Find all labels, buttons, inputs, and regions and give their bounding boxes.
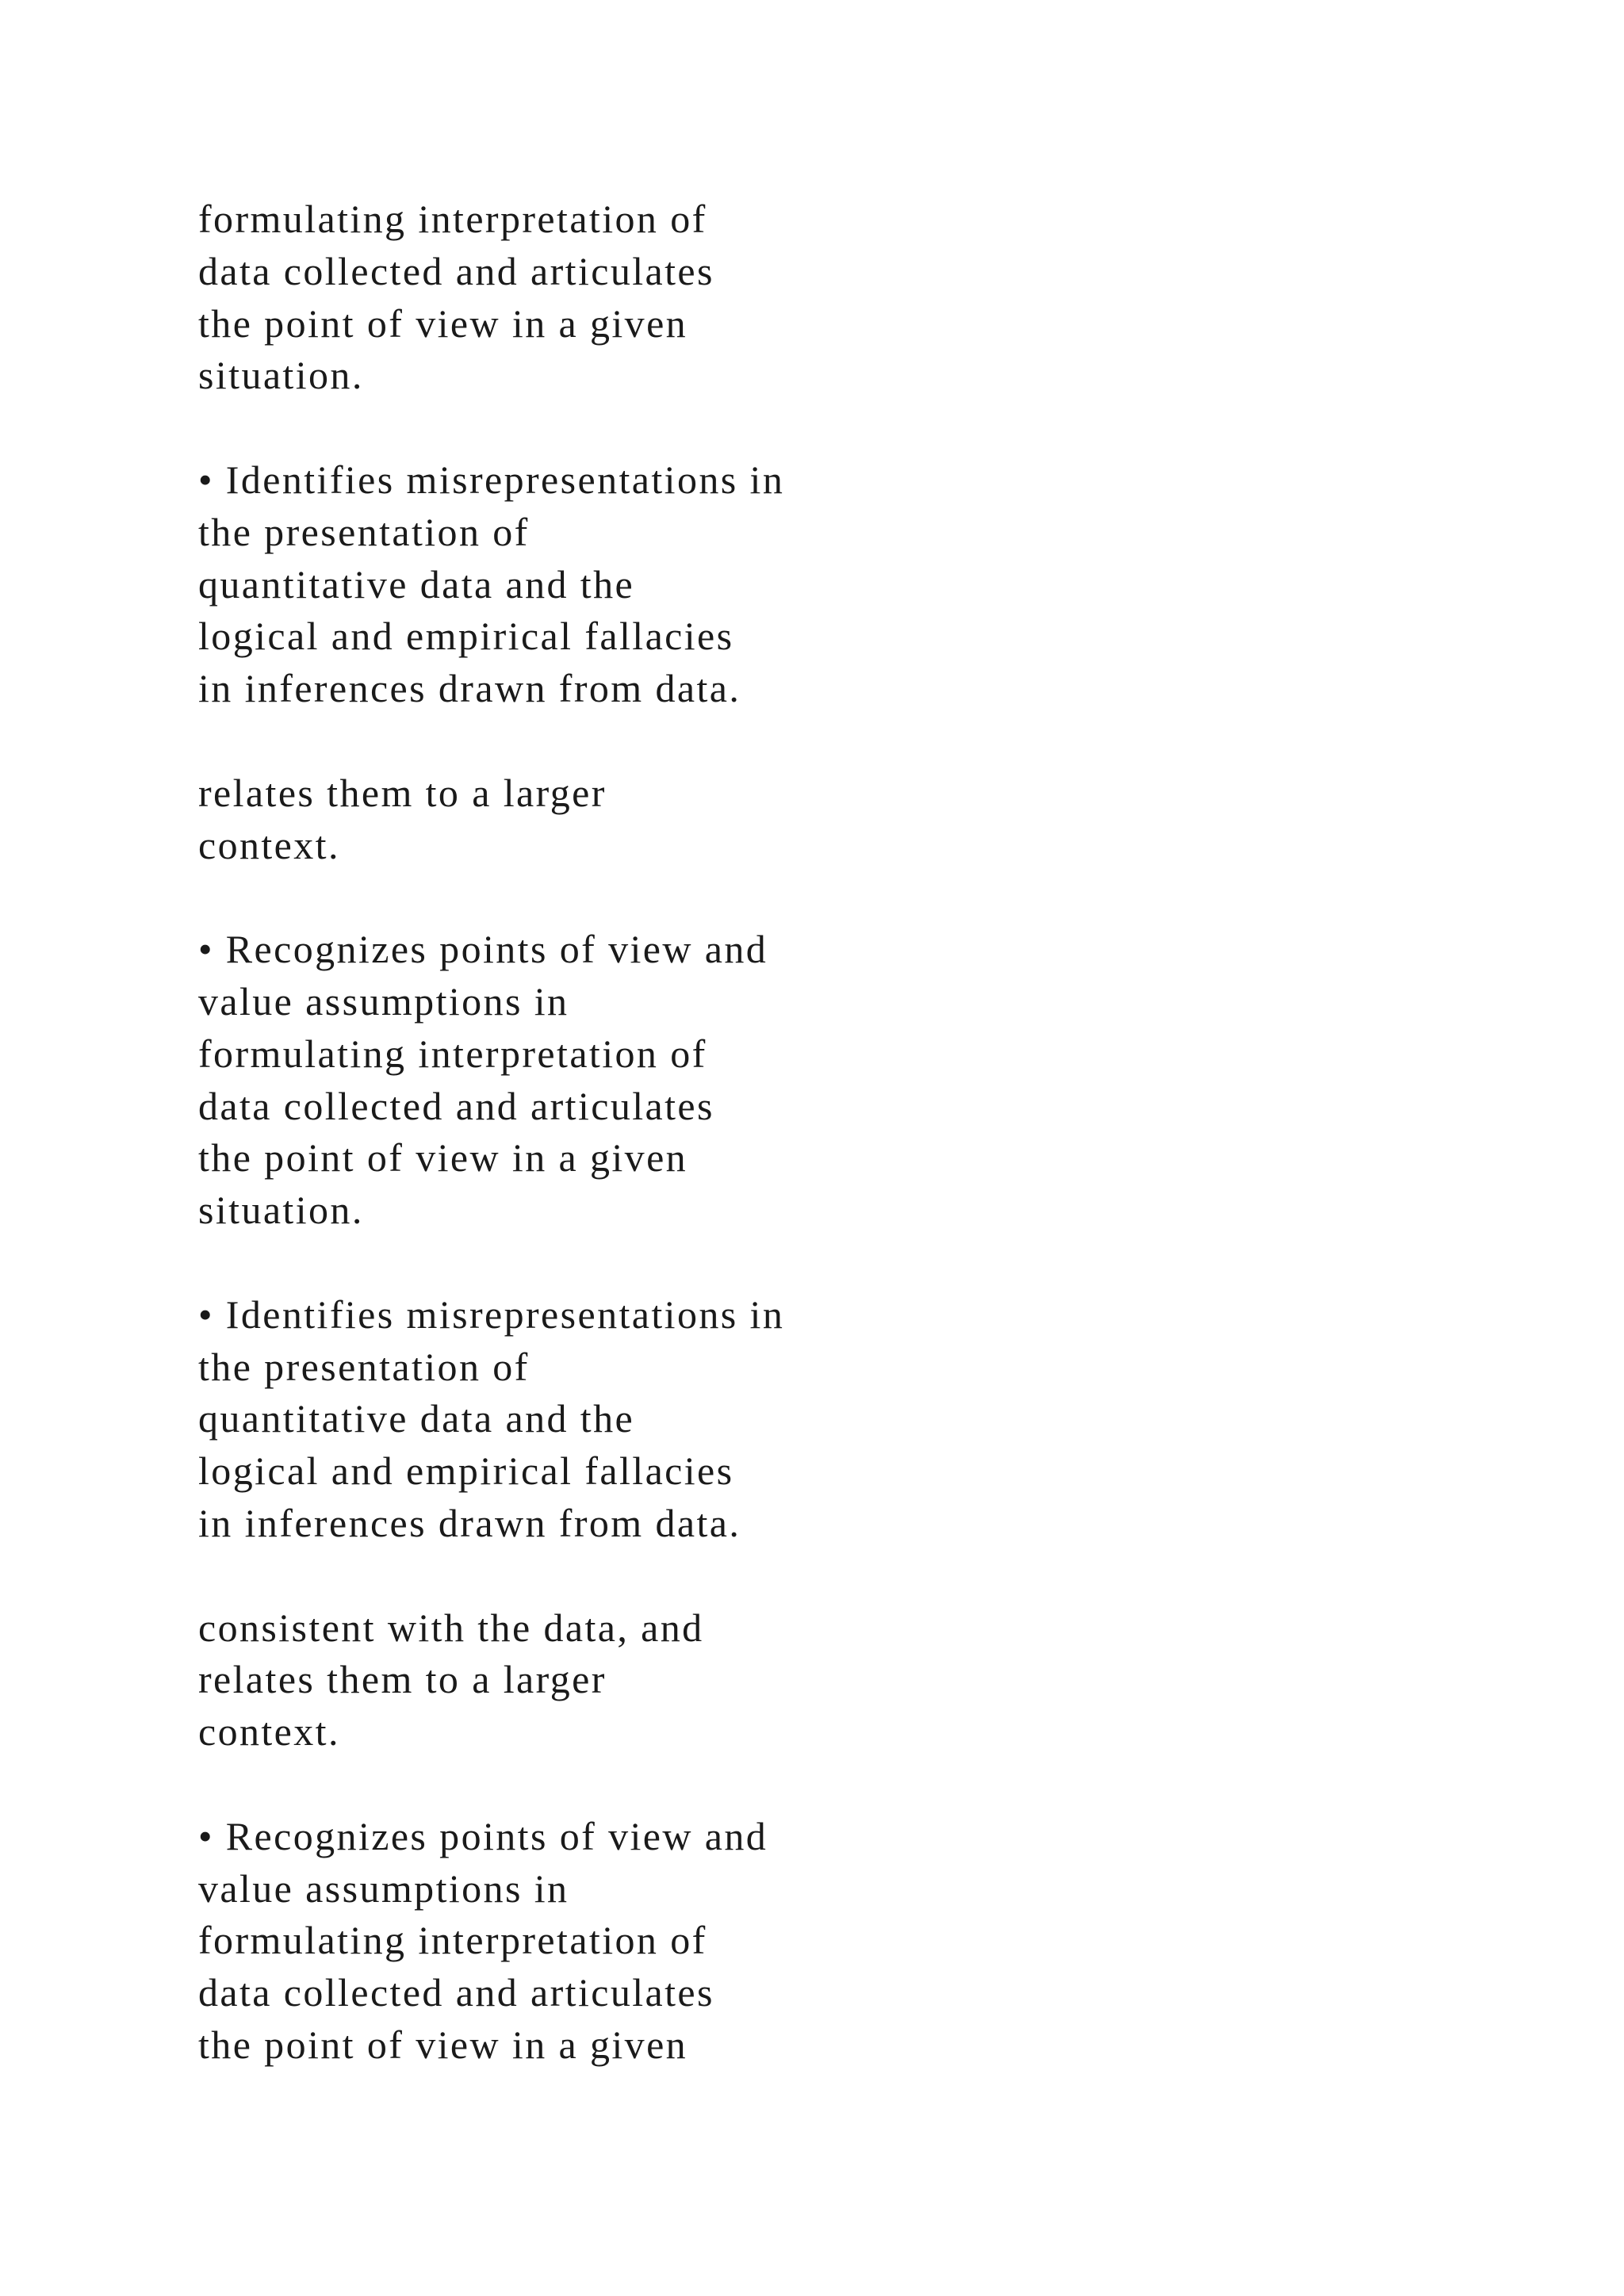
text-line: the presentation of	[198, 509, 530, 554]
text-line: relates them to a larger	[198, 770, 607, 815]
bullet-paragraph	[198, 1811, 1229, 2072]
text-line: quantitative data and the	[198, 561, 635, 607]
text-line: context.	[198, 1709, 340, 1755]
text-line: formulating interpretation of	[198, 1031, 707, 1076]
text-line: • Identifies misrepresentations in	[198, 457, 785, 502]
text-line: consistent with the data, and	[198, 1605, 704, 1650]
text-line: the point of view in a given	[198, 2022, 688, 2067]
text-line: formulating interpretation of	[198, 1918, 707, 1963]
text-line: the point of view in a given	[198, 1135, 688, 1181]
bullet-paragraph	[198, 1289, 1229, 1550]
text-line: formulating interpretation of	[198, 197, 707, 241]
bullet-paragraph	[198, 924, 1229, 1237]
text-line: context.	[198, 822, 340, 867]
text-line: logical and empirical fallacies	[198, 614, 734, 659]
paragraph	[198, 193, 1229, 402]
text-line: value assumptions in	[198, 1866, 569, 1911]
text-line: situation.	[198, 353, 364, 398]
text-line: • Recognizes points of view and	[198, 927, 768, 972]
text-line: • Identifies misrepresentations in	[198, 1292, 785, 1337]
text-line: logical and empirical fallacies	[198, 1448, 734, 1494]
text-line: data collected and articulates	[198, 248, 714, 293]
text-line: relates them to a larger	[198, 1657, 607, 1702]
paragraph	[198, 1602, 1229, 1758]
text-line: value assumptions in	[198, 978, 569, 1024]
text-line: quantitative data and the	[198, 1396, 635, 1441]
paragraph	[198, 767, 1229, 872]
text-line: situation.	[198, 1188, 364, 1233]
text-line: data collected and articulates	[198, 1970, 714, 2015]
text-line: the point of view in a given	[198, 300, 688, 346]
bullet-paragraph	[198, 454, 1229, 715]
text-line: in inferences drawn from data.	[198, 666, 741, 711]
text-line: in inferences drawn from data.	[198, 1500, 741, 1545]
text-line: the presentation of	[198, 1344, 530, 1389]
document-text	[198, 193, 1229, 2123]
text-line: • Recognizes points of view and	[198, 1813, 768, 1858]
text-line: data collected and articulates	[198, 1083, 714, 1128]
